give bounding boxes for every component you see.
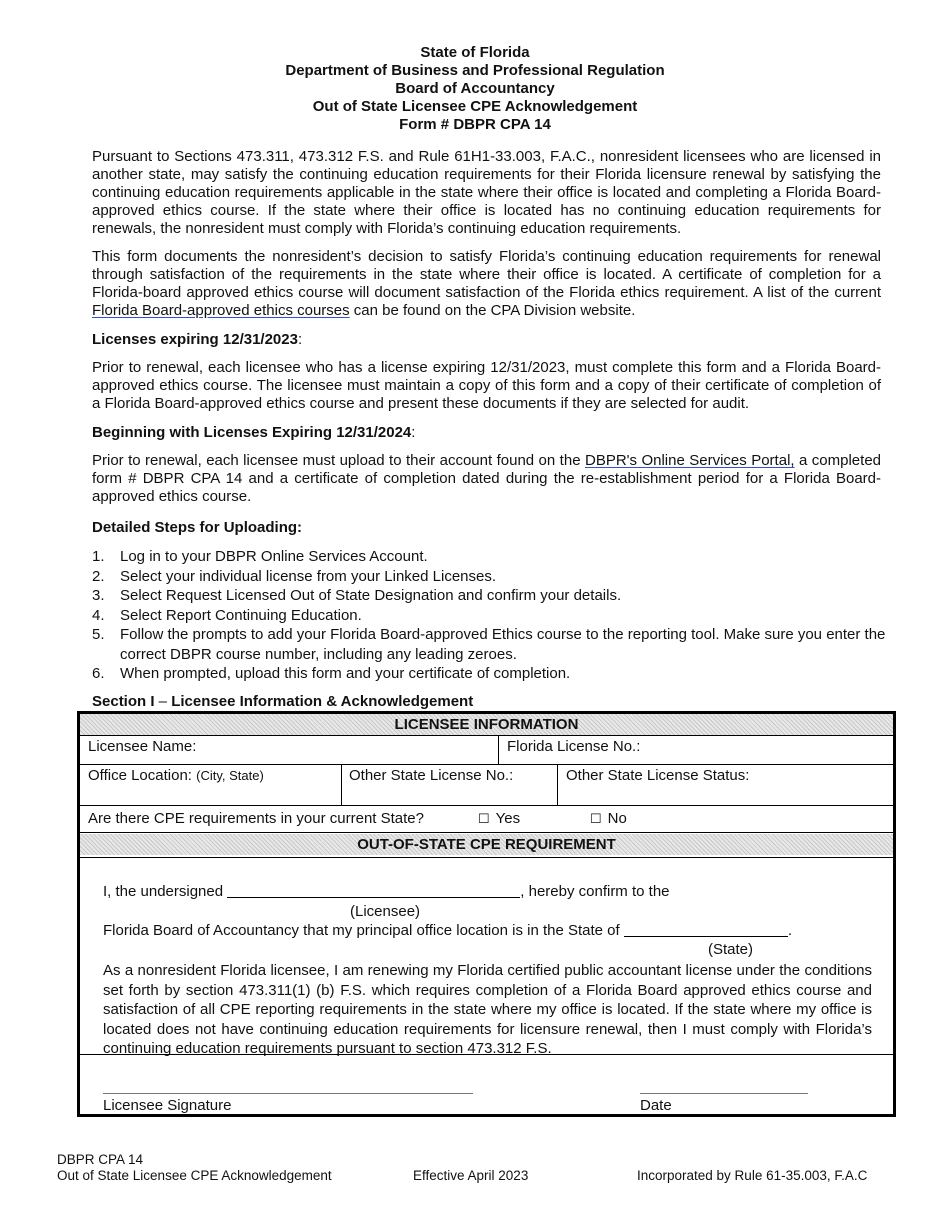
no-label: No [607,810,627,827]
confirm-text-tail: , hereby confirm to the [520,883,670,900]
licensee-name-field[interactable] [210,736,495,763]
date-label: Date [640,1097,672,1114]
office-location-text: Office Location: [88,767,192,784]
board-statement-text: Florida Board of Accountancy that my principal office location is in the State of [103,922,620,939]
band-out-of-state-cpe: OUT-OF-STATE CPE REQUIREMENT [80,834,893,855]
list-item [92,664,892,684]
list-item [92,606,892,626]
step-number: 3. [92,587,105,604]
divider [80,764,893,765]
list-item [92,586,892,606]
divider [80,805,893,806]
office-location-label [88,767,264,785]
other-state-status-label: Other State License Status: [566,767,750,784]
divider [557,764,558,805]
licensee-name-blank[interactable] [227,883,520,898]
divider [341,764,342,805]
paragraph-licenses-2024-text: Prior to renewal, each licensee must upload to their account found on the [92,452,585,469]
board-statement [103,922,792,940]
confirm-statement [103,883,670,901]
list-item [92,567,892,587]
step-text: Select your individual license from your Linked Licenses. [120,567,497,585]
signature-line [103,1093,473,1094]
licensee-form [77,711,896,1117]
paragraph-licenses-2024 [92,452,881,506]
licensee-caption: (Licensee) [350,903,421,920]
step-number: 1. [92,548,105,565]
signature-label: Licensee Signature [103,1097,232,1114]
board-statement-period: . [787,922,793,939]
footer-rule: Incorporated by Rule 61-35.003, F.A.C [637,1168,868,1183]
list-item [92,547,892,567]
cpe-question: Are there CPE requirements in your current State? [88,810,424,827]
intro-paragraph-2-tail: can be found on the CPA Division website. [349,302,636,319]
state-blank[interactable] [624,922,788,937]
step-number: 6. [92,665,105,682]
step-text: Select Request Licensed Out of State Designation and confirm your details. [120,587,622,604]
confirm-text: I, the undersigned [103,883,224,900]
section-1-dash: – [154,693,172,710]
step-number: 2. [92,567,105,585]
list-item [92,625,892,664]
heading-licenses-2023-text: Licenses expiring 12/31/2023 [92,331,298,348]
step-text: Select Report Continuing Education. [120,606,362,624]
upload-steps-list [92,547,892,684]
paragraph-licenses-2023: Prior to renewal, each licensee who has a license expiring 12/31/2023, must complete this form and a Florida Board-approved ethics course. The licensee must maintain a copy of this form and a copy of their certificate of completion of a Florida Board-approved ethics course and present these documents if they are selected for audit. [92,359,881,412]
band-licensee-information: LICENSEE INFORMATION [80,714,893,735]
heading-colon: : [411,424,416,441]
step-number: 5. [92,626,105,643]
footer-effective-date: Effective April 2023 [413,1168,529,1183]
heading-licenses-2023 [92,331,302,349]
footer-form-id: DBPR CPA 14 [57,1152,144,1167]
heading-colon: : [297,331,303,348]
no-option[interactable] [590,810,627,828]
divider [80,857,893,858]
state-caption: (State) [708,941,754,958]
florida-license-label: Florida License No.: [507,738,641,755]
office-location-field[interactable] [82,786,338,804]
date-field[interactable] [640,1062,808,1092]
online-services-portal-link[interactable]: DBPR's Online Services Portal, [584,452,795,469]
no-checkbox[interactable]: ☐ [590,811,602,826]
section-1-subtitle: Licensee Information & Acknowledgement [171,693,474,710]
step-number: 4. [92,606,105,624]
section-1-label: Section I [92,693,155,710]
yes-checkbox[interactable]: ☐ [478,811,490,826]
header-form-title: Out of State Licensee CPE Acknowledgement [312,98,638,115]
paragraph-licenses-2024-tail: a completed form # DBPR CPA 14 and a certificate of completion dated during the re-establishment period for a Florida Board-approved ethics course. [92,452,882,505]
header-department: Department of Business and Professional Regulation [285,62,665,79]
divider [498,735,499,764]
yes-label: Yes [495,810,521,827]
intro-paragraph-2 [92,248,881,320]
divider [80,1054,893,1055]
other-state-license-field[interactable] [344,786,554,804]
header-state: State of Florida [420,44,530,61]
florida-license-field[interactable] [650,736,890,763]
step-text: When prompted, upload this form and your certificate of completion. [120,665,571,682]
other-state-status-field[interactable] [560,786,890,804]
footer-form-name: Out of State Licensee CPE Acknowledgement [57,1168,332,1183]
section-1-title [92,693,473,711]
yes-option[interactable] [478,810,520,828]
other-state-license-label: Other State License No.: [349,767,514,784]
intro-paragraph-1: Pursuant to Sections 473.311, 473.312 F.S. and Rule 61H1-33.003, F.A.C., nonresident licensees who are licensed in another state, may satisfy the continuing education requirements for their Florida licensure renewal by satisfying the continuing education requirements applicable in the state where their office is located and completing a Florida Board-approved ethics course. If the state where their office is located has no continuing education requirements for renewals, the nonresident must comply with Florida’s continuing education requirements. [92,148,881,237]
step-text: Log in to your DBPR Online Services Account. [120,548,428,565]
heading-upload-steps: Detailed Steps for Uploading: [92,519,303,536]
header-form-number: Form # DBPR CPA 14 [399,116,551,133]
intro-paragraph-2-text: This form documents the nonresident’s decision to satisfy Florida’s continuing education requirements for renewal through satisfaction of the requirements in the state where their office is located. A certificate of completion for a Florida-board approved ethics course will document satisfaction of the Florida ethics requirement. A list of the current [92,248,881,301]
divider [80,832,893,833]
heading-licenses-2024 [92,424,415,442]
date-line [640,1093,808,1094]
acknowledgement-text: As a nonresident Florida licensee, I am renewing my Florida certified public accountant license under the conditions set forth by section 473.311(1) (b) F.S. which requires completion of a Florida Board approved ethics course and satisfaction of all CPE reporting requirements in the state where my office is located. If the state where my office is located does not have continuing education requirements for licensure renewal, then I must comply with Florida’s continuing education requirements pursuant to section 473.312 F.S. [103,962,872,1057]
ethics-courses-link[interactable]: Florida Board-approved ethics courses [92,302,350,319]
signature-field[interactable] [103,1062,473,1092]
heading-licenses-2024-text: Beginning with Licenses Expiring 12/31/2024 [92,424,412,441]
office-location-hint: (City, State) [196,768,264,783]
header-board: Board of Accountancy [395,80,555,97]
step-text: Follow the prompts to add your Florida Board-approved Ethics course to the reporting tool. Make sure you enter the correct DBPR course number, including any leading zeroes. [120,626,886,663]
licensee-name-label: Licensee Name: [88,738,197,755]
